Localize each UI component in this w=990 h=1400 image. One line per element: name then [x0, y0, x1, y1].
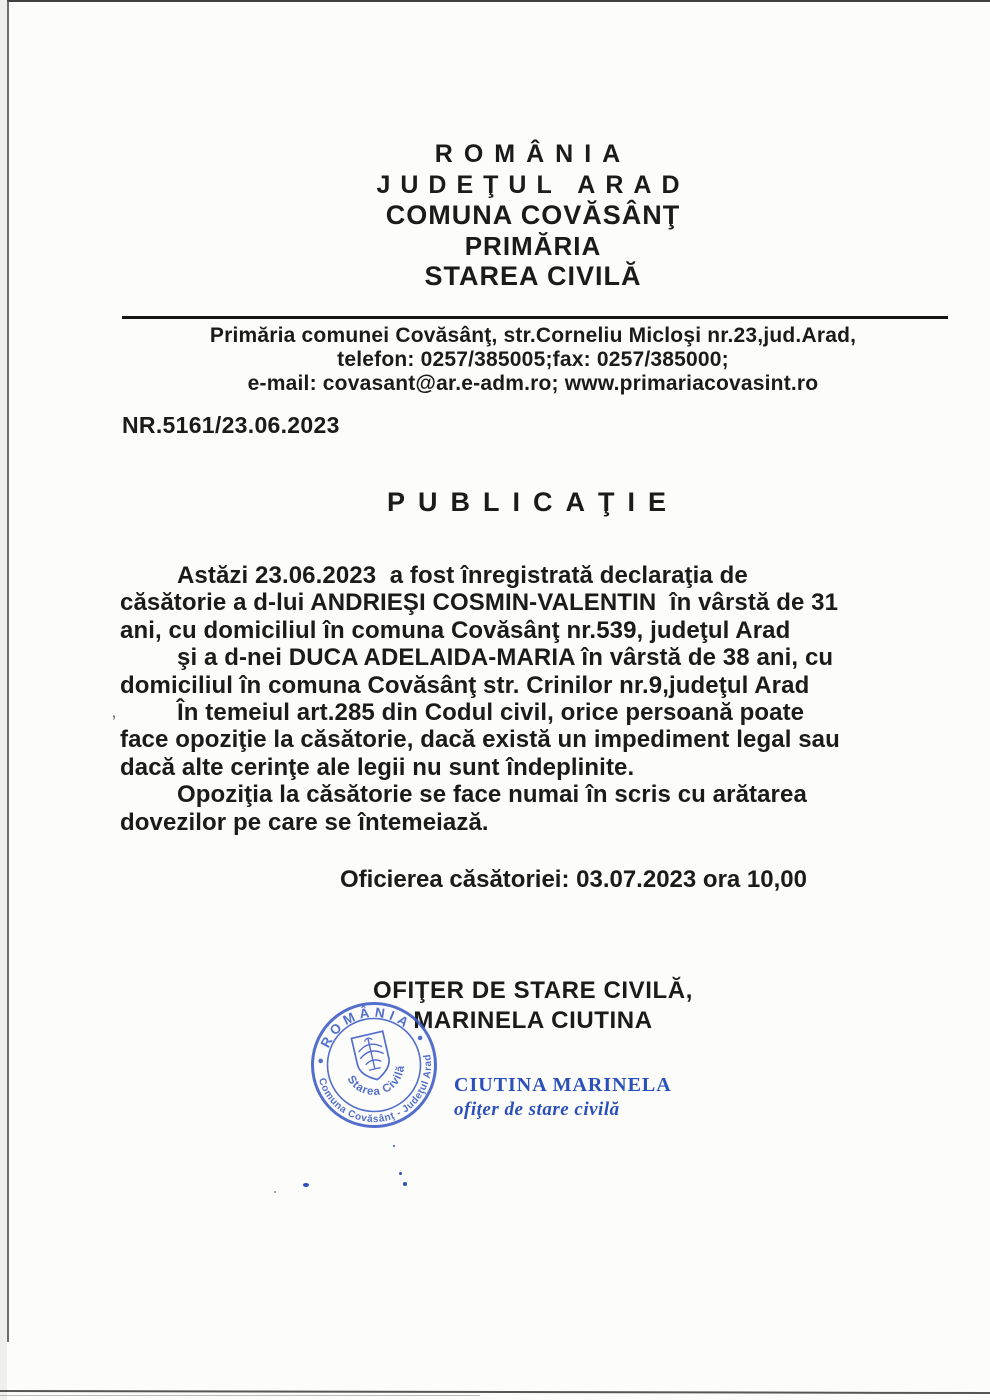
registration-number: NR.5161/23.06.2023	[122, 412, 340, 438]
scan-margin-left	[0, 0, 7, 1400]
signature-block	[76, 976, 990, 1036]
stamp-top-text: ROMÂNIA	[317, 1004, 415, 1051]
signature-name: MARINELA CIUTINA	[413, 1007, 653, 1034]
ceremony-date-line: Oficierea căsătoriei: 03.07.2023 ora 10,00	[340, 866, 807, 893]
body-line: dovezilor pe care se întemeiază.	[120, 808, 489, 836]
body-line: În temeiul art.285 din Codul civil, orice persoană poate	[177, 699, 805, 727]
document-title: PUBLICAŢIE	[387, 487, 679, 517]
scan-speck: ’	[112, 712, 116, 728]
stamp-bottom-text: Comuna Covăsânţ - Judeţul Arad	[315, 1053, 435, 1126]
letterhead-county: JUDEŢUL ARAD	[376, 170, 690, 199]
round-official-stamp	[308, 999, 440, 1131]
scan-edge-top	[0, 0, 990, 2]
body-line: domiciliul în comuna Covăsânţ str. Crinilor nr.9,judeţul Arad	[120, 671, 810, 699]
body-line: căsătorie a d-lui ANDRIEŞI COSMIN-VALENTIN în vârstă de 31	[120, 589, 839, 617]
header-divider	[122, 316, 948, 319]
name-ink-stamp	[454, 1074, 672, 1121]
scan-edge-bottom-shadow	[0, 1395, 480, 1396]
letterhead-department: STAREA CIVILĂ	[424, 261, 642, 291]
ink-speck	[403, 1182, 407, 1186]
contact-email-web: e-mail: covasant@ar.e-adm.ro; www.primariacovasint.ro	[247, 372, 819, 395]
body-line: şi a d-nei DUCA ADELAIDA-MARIA în vârstă de 38 ani, cu	[177, 644, 834, 672]
body-line: Opoziţia la căsătorie se face numai în scris cu arătarea	[177, 781, 807, 809]
ink-speck	[393, 1145, 395, 1147]
stamp-coat-of-arms-icon	[351, 1031, 393, 1083]
ink-speck	[274, 1191, 276, 1193]
contact-address: Primăria comunei Covăsânţ, str.Corneliu Micloşi nr.23,jud.Arad,	[209, 324, 857, 347]
signature-role: OFIŢER DE STARE CIVILĂ,	[372, 977, 694, 1004]
letterhead-commune: COMUNA COVĂSÂNŢ	[385, 200, 681, 230]
scan-edge-bottom	[0, 1390, 990, 1394]
body-line: dacă alte cerinţe ale legii nu sunt îndeplinite.	[120, 753, 635, 781]
stamp-inner-text: Starea Civilă	[344, 1064, 408, 1099]
letterhead-country: ROMÂNIA	[434, 140, 632, 168]
body-line: face opoziţie la căsătorie, dacă există un impediment legal sau	[120, 726, 840, 754]
name-stamp-role: ofiţer de stare civilă	[454, 1099, 620, 1120]
letterhead-office: PRIMĂRIA	[464, 230, 602, 261]
body-line: Astăzi 23.06.2023 a fost înregistrată declaraţia de	[177, 562, 748, 589]
letterhead	[76, 139, 990, 292]
ink-speck	[303, 1183, 309, 1187]
body-text	[120, 562, 840, 836]
name-stamp-name: CIUTINA MARINELA	[454, 1074, 672, 1096]
ink-speck	[399, 1172, 402, 1175]
scan-edge-left	[7, 0, 9, 1342]
stamp-seal-graphic	[308, 999, 440, 1131]
body-line: ani, cu domiciliul în comuna Covăsânţ nr.539, judeţul Arad	[120, 616, 791, 644]
contact-phone-fax: telefon: 0257/385005;fax: 0257/385000;	[337, 348, 729, 371]
contact-block	[76, 324, 990, 396]
